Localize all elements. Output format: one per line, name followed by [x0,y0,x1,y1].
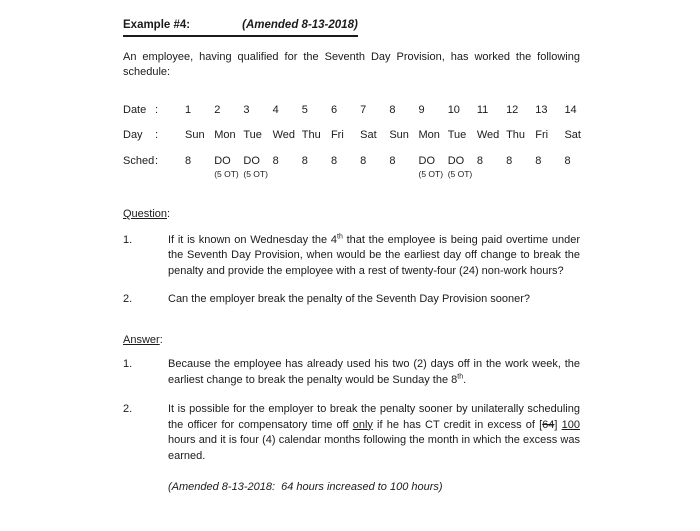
answer-item-2-number: 2. [123,403,133,415]
day-cell: Mon [214,129,236,141]
heading-row [123,18,580,37]
date-row [123,103,580,119]
date-cell: 13 [535,103,548,116]
question-heading: Question: [123,208,171,220]
heading-amendment: (Amended 8-13-2018) [242,19,358,31]
ordinal-superscript: th [457,372,464,380]
sched-row-colon: : [155,154,159,167]
date-cell: 9 [418,103,425,116]
day-row [123,128,580,144]
question-item-1 [123,233,580,280]
day-cell: Mon [418,129,440,141]
sched-cell: DO (5 OT) [448,154,477,181]
day-cell: Thu [506,129,526,141]
underlined-new-value: 100 [561,418,580,431]
date-cell: 5 [301,103,308,116]
sched-cell: 8 [360,154,367,167]
question-item-2-text: Can the employer break the penalty of the Seventh Day Provision sooner? [168,293,530,305]
sched-cell: 8 [506,154,513,167]
sched-cell: 8 [476,154,483,167]
day-cell: Tue [447,129,467,141]
sched-cell: 8 [564,154,571,167]
day-cell: Sun [389,129,409,141]
day-cell: Thu [301,129,321,141]
day-row-label: Day [123,129,143,141]
date-cell: 2 [214,103,221,116]
answer-item-1 [123,357,580,388]
day-cell: Fri [535,129,549,141]
question-item-2 [123,292,580,308]
sched-cell-ot-note: (5 OT) [214,169,239,179]
question-item-1-number: 1. [123,233,133,246]
sched-cell-ot-note: (5 OT) [418,169,444,179]
sched-cell-ot-note: (5 OT) [447,169,473,179]
sched-cell-ot-note: (5 OT) [243,169,268,179]
date-cell: 7 [360,103,367,116]
answer-item-1-number: 1. [123,358,133,370]
date-row-label: Date [123,103,147,116]
question-item-1-text: If it is known on Wednesday the 4th that the employee is being paid overtime under the Seventh Day Provision, when would be the earliest day off change to break the penalty and provide the employee with a rest of twenty-four (24) non-work hours? [168,232,580,277]
struck-old-value: 64 [542,418,555,431]
sched-cell: DO (5 OT) [214,154,243,181]
heading-title: Example #4: [123,19,191,31]
date-cell: 11 [476,103,489,116]
day-cell: Tue [243,129,262,141]
answer-item-2-text: It is possible for the employer to break the penalty sooner by unilaterally scheduling the officer for compensatory time off only if he has CT credit in excess of [64] 100 hours and it is four (4) calendar months following the month in which the excess was earned. [168,403,580,462]
sched-cell: 8 [389,154,396,167]
day-cell: Wed [476,129,500,141]
answer-item-1-text: Because the employee has already used his two (2) days off in the work week, the earliest change to break the penalty would be Sunday the 8th. [168,358,580,386]
answer-item-2 [123,402,580,464]
sched-row [123,154,580,181]
day-cell: Wed [272,129,295,141]
date-cell: 1 [185,103,192,116]
date-cell: 8 [389,103,396,116]
document-heading [123,18,358,37]
answer-heading: Answer: [123,333,163,346]
date-cell: 6 [330,103,338,116]
underlined-word: only [352,418,373,431]
date-cell: 3 [243,103,250,116]
date-cell: 10 [447,103,460,116]
question-item-2-number: 2. [123,293,133,305]
date-cell: 14 [564,103,577,116]
intro-paragraph: An employee, having qualified for the Seventh Day Provision, has worked the following schedule: [123,50,580,78]
day-cell: Fri [330,129,344,141]
day-cell: Sat [564,129,581,141]
sched-cell: 8 [330,154,338,167]
date-cell: 4 [272,103,279,116]
sched-cell: 8 [272,154,279,167]
date-row-colon: : [155,103,159,116]
day-row-colon: : [155,129,159,141]
ordinal-superscript: th [337,232,343,240]
sched-row-label: Sched [123,154,155,167]
sched-cell: 8 [301,154,308,167]
day-cell: Sun [185,129,205,141]
sched-cell: 8 [185,154,192,167]
sched-cell: DO (5 OT) [419,154,448,181]
date-cell: 12 [506,103,519,116]
sched-cell: DO (5 OT) [243,154,272,181]
sched-cell: 8 [535,154,542,167]
amendment-footnote: (Amended 8-13-2018: 64 hours increased to 100 hours) [168,481,443,493]
day-cell: Sat [360,129,377,141]
schedule-table [123,103,580,181]
